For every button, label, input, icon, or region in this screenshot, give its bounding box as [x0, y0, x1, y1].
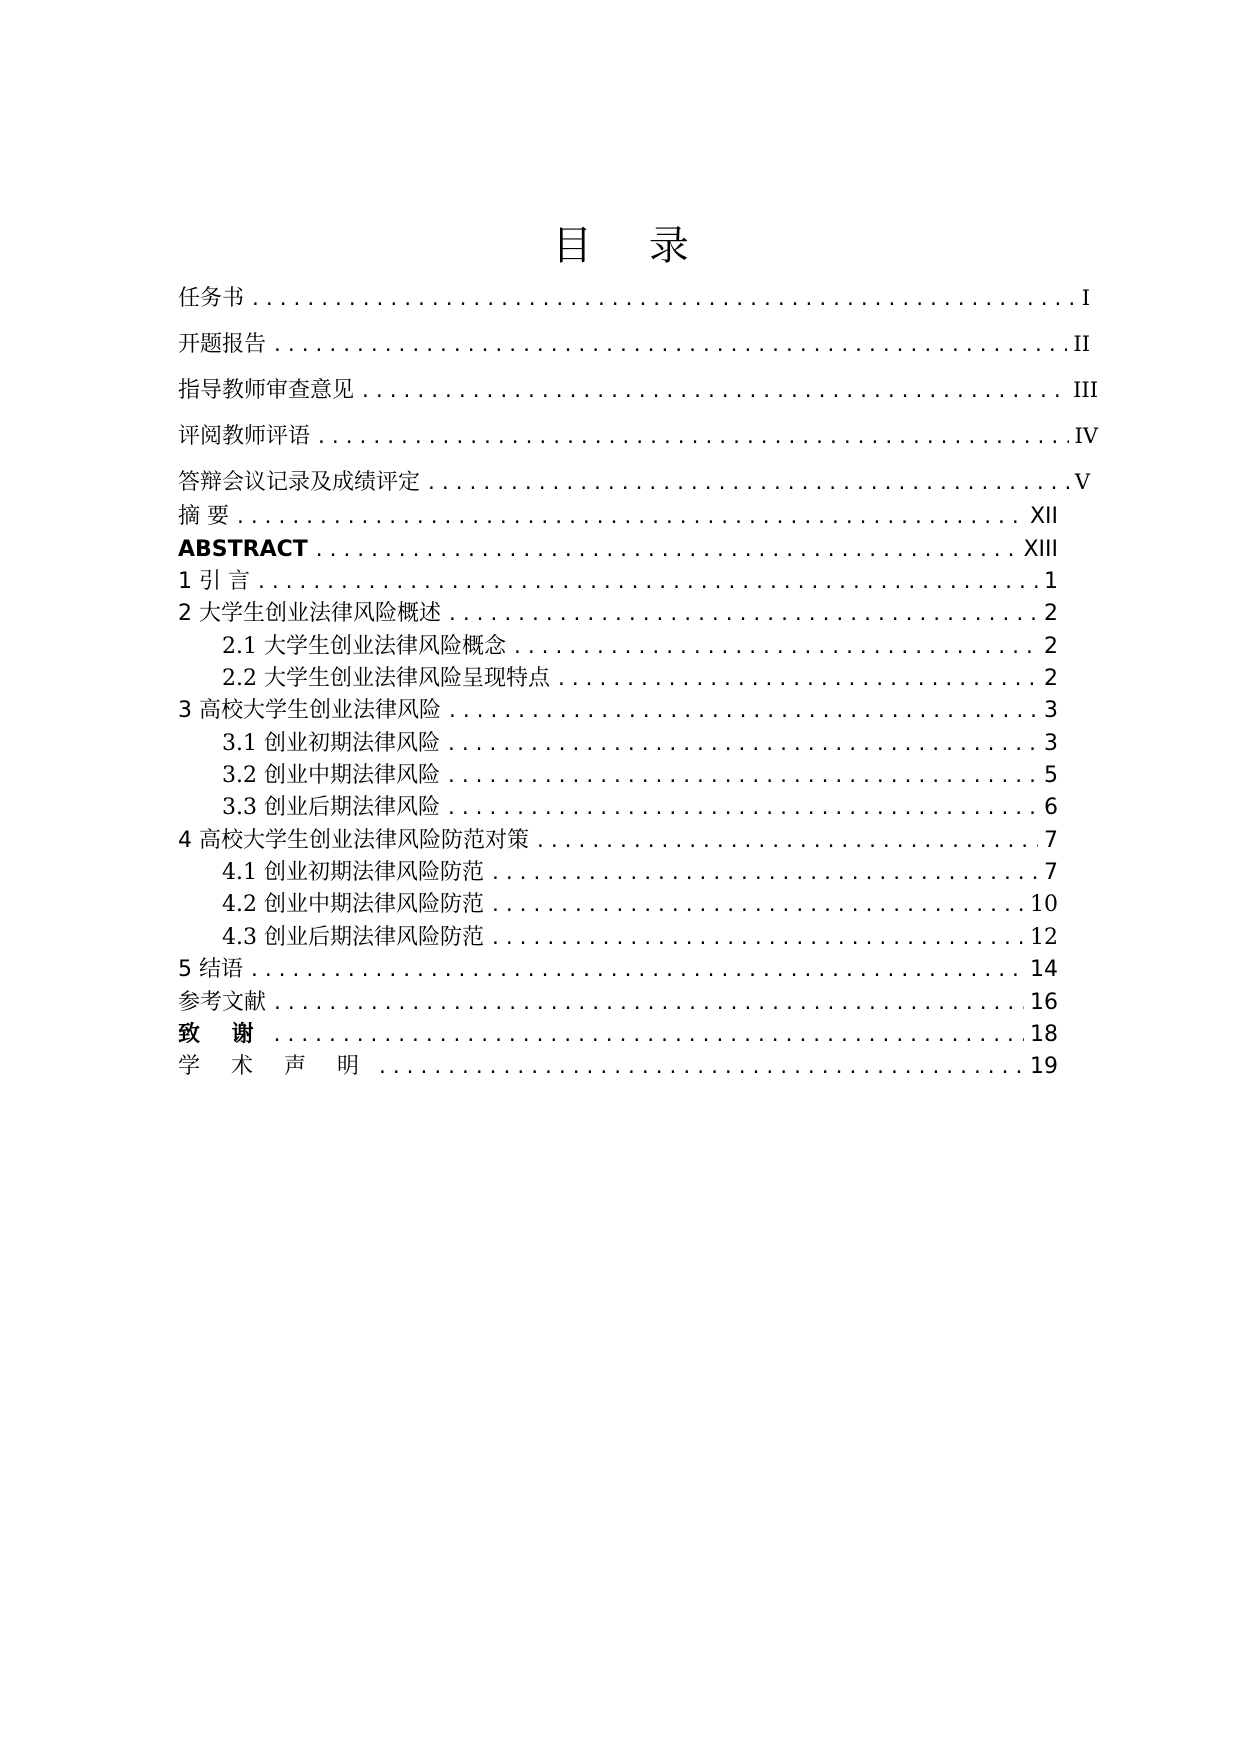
toc-entry-chapter-3[interactable] [178, 695, 1058, 727]
toc-entry-page: XIII [1023, 537, 1058, 562]
toc-entry-label: 答辩会议记录及成绩评定 [178, 470, 421, 495]
dot-leader [447, 599, 1038, 631]
toc-entry-proposal-report[interactable] [178, 328, 1090, 360]
toc-entry-label: 学 术 声 明 [178, 1054, 371, 1079]
toc-entry-page: 19 [1030, 1054, 1058, 1079]
toc-entry-chapter-2[interactable] [178, 598, 1058, 630]
toc-entry-label: 5 结语 [178, 957, 243, 982]
toc-entry-section-3-1[interactable] [222, 728, 1058, 760]
toc-entry-page: 10 [1030, 892, 1058, 917]
toc-entry-academic-statement[interactable] [178, 1051, 1058, 1083]
toc-entry-page: III [1073, 378, 1098, 402]
dot-leader [490, 858, 1038, 890]
dot-leader [250, 284, 1076, 316]
toc-entry-abstract-en[interactable] [178, 534, 1058, 566]
toc-entry-label: 参考文献 [178, 990, 267, 1015]
dot-leader [426, 468, 1069, 500]
dot-leader [360, 376, 1067, 408]
toc-entry-section-3-3[interactable] [222, 792, 1058, 824]
toc-entry-label: 3.1 创业初期法律风险 [222, 731, 440, 756]
toc-entry-label: 指导教师审查意见 [178, 378, 355, 403]
toc-entry-page: 7 [1044, 860, 1058, 885]
dot-leader [377, 1052, 1024, 1084]
toc-entry-page: 14 [1030, 957, 1058, 982]
toc-entry-conclusion[interactable] [178, 954, 1058, 986]
toc-entry-section-3-2[interactable] [222, 760, 1058, 792]
toc-entry-label: 致 谢 [178, 1022, 266, 1047]
toc-entry-page: 16 [1030, 990, 1058, 1015]
toc-entry-task-book[interactable] [178, 282, 1090, 314]
toc-entry-label: 4.3 创业后期法律风险防范 [222, 925, 484, 950]
toc-entry-page: 3 [1044, 731, 1058, 756]
toc-entry-label: ABSTRACT [178, 537, 308, 562]
toc-entry-label: 评阅教师评语 [178, 424, 311, 449]
toc-entry-label: 4.1 创业初期法律风险防范 [222, 860, 484, 885]
toc-entry-section-4-1[interactable] [222, 857, 1058, 889]
toc-entry-page: II [1073, 332, 1090, 356]
toc-entry-acknowledgements[interactable] [178, 1019, 1058, 1051]
toc-entry-chapter-1[interactable] [178, 566, 1058, 598]
toc-entry-label: 4.2 创业中期法律风险防范 [222, 892, 484, 917]
toc-entry-label: 2.1 大学生创业法律风险概念 [222, 634, 506, 659]
toc-entry-page: 12 [1030, 925, 1058, 950]
toc-entry-label: 3.2 创业中期法律风险 [222, 763, 440, 788]
toc-entry-page: 2 [1044, 666, 1058, 691]
toc-entry-label: 3.3 创业后期法律风险 [222, 795, 440, 820]
dot-leader [446, 761, 1038, 793]
toc-entry-advisor-review[interactable] [178, 374, 1098, 406]
toc-entry-page: I [1081, 286, 1090, 310]
toc-entry-label: 2.2 大学生创业法律风险呈现特点 [222, 666, 550, 691]
toc-entry-label: 开题报告 [178, 332, 267, 357]
toc-entry-page: 7 [1044, 828, 1058, 853]
page-title: 目 录 [552, 223, 711, 269]
toc-entry-page: 1 [1044, 569, 1058, 594]
toc-entry-page: 6 [1044, 795, 1058, 820]
toc-entry-page: V [1074, 470, 1090, 494]
dot-leader [272, 330, 1067, 362]
dot-leader [556, 664, 1038, 696]
dot-leader [447, 696, 1038, 728]
toc-entry-references[interactable] [178, 987, 1058, 1019]
dot-leader [446, 729, 1038, 761]
toc-entry-abstract-cn[interactable] [178, 501, 1058, 533]
dot-leader [316, 422, 1069, 454]
dot-leader [535, 826, 1038, 858]
toc-entry-label: 任务书 [178, 286, 245, 311]
toc-entry-label: 摘 要 [178, 504, 229, 529]
toc-entry-page: 2 [1044, 601, 1058, 626]
toc-entry-section-4-3[interactable] [222, 922, 1058, 954]
toc-entry-reviewer-comments[interactable] [178, 420, 1098, 452]
dot-leader [512, 632, 1038, 664]
toc-entry-section-2-1[interactable] [222, 631, 1058, 663]
dot-leader [490, 890, 1024, 922]
toc-entry-page: IV [1074, 424, 1098, 448]
toc-entry-page: 18 [1030, 1022, 1058, 1047]
dot-leader [314, 535, 1018, 567]
dot-leader [272, 988, 1024, 1020]
dot-leader [272, 1020, 1024, 1052]
toc-entry-label: 2 大学生创业法律风险概述 [178, 601, 441, 626]
toc-entry-page: 2 [1044, 634, 1058, 659]
toc-entry-label: 4 高校大学生创业法律风险防范对策 [178, 828, 529, 853]
toc-entry-label: 1 引 言 [178, 569, 250, 594]
dot-leader [490, 923, 1024, 955]
toc-entry-page: XII [1029, 504, 1058, 529]
dot-leader [256, 567, 1038, 599]
dot-leader [235, 502, 1024, 534]
toc-entry-section-2-2[interactable] [222, 663, 1058, 695]
dot-leader [249, 955, 1024, 987]
toc-entry-section-4-2[interactable] [222, 889, 1058, 921]
toc-entry-label: 3 高校大学生创业法律风险 [178, 698, 441, 723]
toc-entry-chapter-4[interactable] [178, 825, 1058, 857]
toc-entry-page: 5 [1044, 763, 1058, 788]
toc-entry-page: 3 [1044, 698, 1058, 723]
dot-leader [446, 793, 1038, 825]
toc-entry-defense-record[interactable] [178, 466, 1090, 498]
